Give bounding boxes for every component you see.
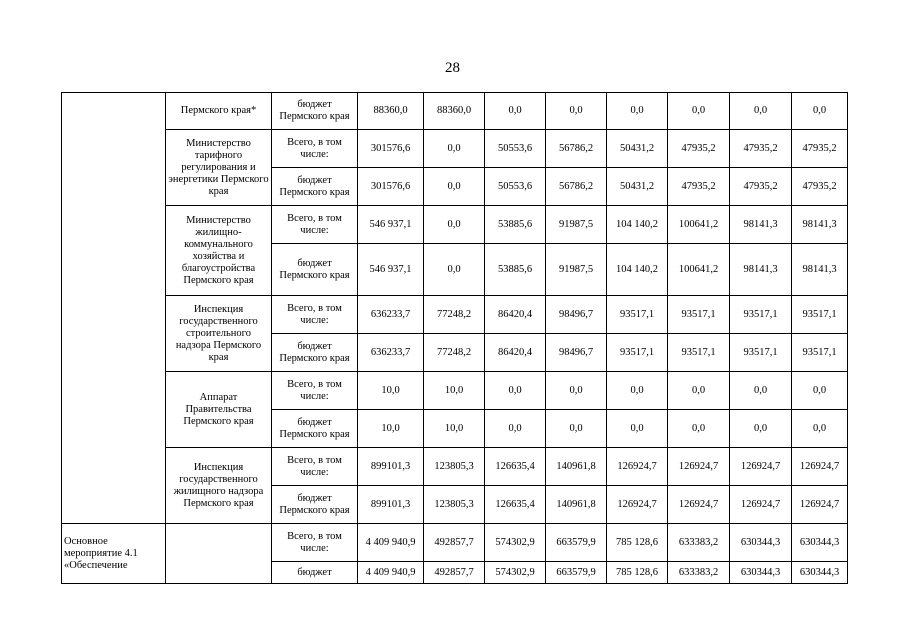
- value-cell: 98141,3: [730, 244, 792, 296]
- value-cell: 630344,3: [792, 562, 848, 584]
- value-cell: 0,0: [546, 93, 607, 130]
- value-cell: 100641,2: [668, 206, 730, 244]
- value-cell: 126924,7: [792, 448, 848, 486]
- value-cell: 91987,5: [546, 244, 607, 296]
- value-cell: 0,0: [730, 372, 792, 410]
- value-cell: 98141,3: [730, 206, 792, 244]
- value-cell: 0,0: [668, 93, 730, 130]
- value-cell: 0,0: [607, 93, 668, 130]
- value-cell: 126924,7: [730, 448, 792, 486]
- value-cell: 47935,2: [792, 130, 848, 168]
- source-cell: бюджет Пермского края: [272, 486, 358, 524]
- source-cell: Всего, в том числе:: [272, 448, 358, 486]
- value-cell: 10,0: [358, 372, 424, 410]
- value-cell: 0,0: [668, 410, 730, 448]
- table-row: [62, 372, 848, 410]
- value-cell: 88360,0: [424, 93, 485, 130]
- value-cell: 492857,7: [424, 524, 485, 562]
- value-cell: 140961,8: [546, 486, 607, 524]
- value-cell: 126924,7: [607, 448, 668, 486]
- source-cell: Всего, в том числе:: [272, 296, 358, 334]
- value-cell: 47935,2: [730, 168, 792, 206]
- value-cell: 50553,6: [485, 168, 546, 206]
- source-cell: Всего, в том числе:: [272, 130, 358, 168]
- table-row: [62, 206, 848, 244]
- value-cell: 0,0: [424, 168, 485, 206]
- value-cell: 126924,7: [792, 486, 848, 524]
- value-cell: 663579,9: [546, 524, 607, 562]
- value-cell: 4 409 940,9: [358, 562, 424, 584]
- value-cell: 93517,1: [730, 296, 792, 334]
- executor-cell: [166, 524, 272, 584]
- value-cell: 10,0: [358, 410, 424, 448]
- value-cell: 636233,7: [358, 334, 424, 372]
- value-cell: 126924,7: [668, 448, 730, 486]
- value-cell: 47935,2: [668, 130, 730, 168]
- executor-cell: Аппарат Правительства Пермского края: [166, 372, 272, 448]
- value-cell: 899101,3: [358, 448, 424, 486]
- value-cell: 785 128,6: [607, 524, 668, 562]
- page-number: 28: [445, 60, 460, 76]
- value-cell: 93517,1: [607, 334, 668, 372]
- value-cell: 10,0: [424, 372, 485, 410]
- value-cell: 56786,2: [546, 130, 607, 168]
- value-cell: 93517,1: [792, 296, 848, 334]
- value-cell: 0,0: [424, 130, 485, 168]
- value-cell: 50553,6: [485, 130, 546, 168]
- value-cell: 301576,6: [358, 168, 424, 206]
- source-cell: Всего, в том числе:: [272, 372, 358, 410]
- value-cell: 301576,6: [358, 130, 424, 168]
- value-cell: 93517,1: [668, 334, 730, 372]
- value-cell: 98496,7: [546, 296, 607, 334]
- value-cell: 0,0: [485, 372, 546, 410]
- value-cell: 630344,3: [730, 562, 792, 584]
- program-cell: Основное мероприятие 4.1 «Обеспечение: [62, 524, 166, 584]
- value-cell: 785 128,6: [607, 562, 668, 584]
- value-cell: 93517,1: [668, 296, 730, 334]
- value-cell: 104 140,2: [607, 206, 668, 244]
- value-cell: 126924,7: [668, 486, 730, 524]
- executor-cell: Министерство тарифного регулирования и энергетики Пермского края: [166, 130, 272, 206]
- value-cell: 10,0: [424, 410, 485, 448]
- value-cell: 0,0: [792, 410, 848, 448]
- source-cell: бюджет Пермского края: [272, 93, 358, 130]
- value-cell: 0,0: [546, 410, 607, 448]
- value-cell: 98141,3: [792, 206, 848, 244]
- executor-cell: Пермского края*: [166, 93, 272, 130]
- source-cell: бюджет Пермского края: [272, 410, 358, 448]
- value-cell: 0,0: [485, 410, 546, 448]
- value-cell: 77248,2: [424, 334, 485, 372]
- value-cell: 126635,4: [485, 486, 546, 524]
- value-cell: 104 140,2: [607, 244, 668, 296]
- value-cell: 574302,9: [485, 562, 546, 584]
- source-cell: бюджет Пермского края: [272, 168, 358, 206]
- value-cell: 123805,3: [424, 448, 485, 486]
- value-cell: 126635,4: [485, 448, 546, 486]
- executor-cell: Инспекция государственного строительного надзора Пермского края: [166, 296, 272, 372]
- value-cell: 98141,3: [792, 244, 848, 296]
- value-cell: 633383,2: [668, 562, 730, 584]
- value-cell: 77248,2: [424, 296, 485, 334]
- table-row: [62, 524, 848, 562]
- value-cell: 93517,1: [730, 334, 792, 372]
- value-cell: 0,0: [792, 372, 848, 410]
- value-cell: 663579,9: [546, 562, 607, 584]
- value-cell: 636233,7: [358, 296, 424, 334]
- value-cell: 86420,4: [485, 296, 546, 334]
- value-cell: 0,0: [424, 244, 485, 296]
- value-cell: 47935,2: [730, 130, 792, 168]
- executor-cell: Инспекция государственного жилищного надзора Пермского края: [166, 448, 272, 524]
- source-cell: бюджет: [272, 562, 358, 584]
- table-row: [62, 93, 848, 130]
- source-cell: Всего, в том числе:: [272, 524, 358, 562]
- value-cell: 126924,7: [730, 486, 792, 524]
- value-cell: 0,0: [730, 410, 792, 448]
- value-cell: 98496,7: [546, 334, 607, 372]
- value-cell: 899101,3: [358, 486, 424, 524]
- value-cell: 93517,1: [792, 334, 848, 372]
- source-cell: Всего, в том числе:: [272, 206, 358, 244]
- value-cell: 492857,7: [424, 562, 485, 584]
- table-row: [62, 296, 848, 334]
- value-cell: 0,0: [424, 206, 485, 244]
- value-cell: 546 937,1: [358, 244, 424, 296]
- value-cell: 126924,7: [607, 486, 668, 524]
- value-cell: 630344,3: [730, 524, 792, 562]
- value-cell: 574302,9: [485, 524, 546, 562]
- value-cell: 100641,2: [668, 244, 730, 296]
- value-cell: 50431,2: [607, 168, 668, 206]
- source-cell: бюджет Пермского края: [272, 244, 358, 296]
- value-cell: 633383,2: [668, 524, 730, 562]
- value-cell: 0,0: [668, 372, 730, 410]
- value-cell: 91987,5: [546, 206, 607, 244]
- value-cell: 53885,6: [485, 206, 546, 244]
- value-cell: 0,0: [730, 93, 792, 130]
- budget-table: [61, 92, 848, 584]
- value-cell: 546 937,1: [358, 206, 424, 244]
- table-row: [62, 448, 848, 486]
- value-cell: 56786,2: [546, 168, 607, 206]
- value-cell: 47935,2: [792, 168, 848, 206]
- value-cell: 86420,4: [485, 334, 546, 372]
- value-cell: 0,0: [792, 93, 848, 130]
- value-cell: 630344,3: [792, 524, 848, 562]
- table-row: [62, 130, 848, 168]
- value-cell: 47935,2: [668, 168, 730, 206]
- source-cell: бюджет Пермского края: [272, 334, 358, 372]
- value-cell: 53885,6: [485, 244, 546, 296]
- value-cell: 0,0: [485, 93, 546, 130]
- value-cell: 50431,2: [607, 130, 668, 168]
- value-cell: 0,0: [607, 372, 668, 410]
- value-cell: 0,0: [546, 372, 607, 410]
- program-cell: [62, 93, 166, 524]
- value-cell: 93517,1: [607, 296, 668, 334]
- value-cell: 0,0: [607, 410, 668, 448]
- value-cell: 123805,3: [424, 486, 485, 524]
- value-cell: 140961,8: [546, 448, 607, 486]
- executor-cell: Министерство жилищно-коммунального хозяйства и благоустройства Пермского края: [166, 206, 272, 296]
- value-cell: 4 409 940,9: [358, 524, 424, 562]
- value-cell: 88360,0: [358, 93, 424, 130]
